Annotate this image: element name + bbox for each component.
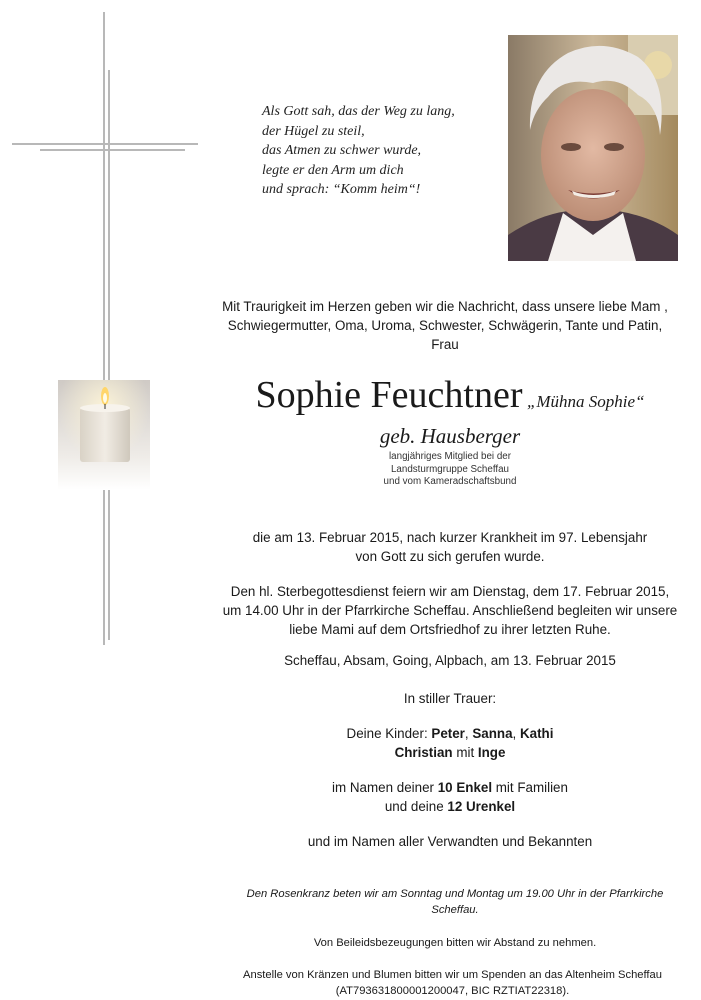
child-name: Sanna bbox=[472, 726, 513, 741]
intro-line: Schwiegermutter, Oma, Uroma, Schwester, Schwägerin, Tante und Patin, bbox=[227, 318, 663, 333]
funeral-line: liebe Mami auf dem Ortsfriedhof zu ihrer letzten Ruhe. bbox=[289, 622, 611, 637]
poem-line: der Hügel zu steil, bbox=[262, 123, 365, 139]
donation-line: Anstelle von Kränzen und Blumen bitten wir um Spenden an das Altenheim Scheffau bbox=[243, 969, 662, 981]
with-text: mit bbox=[452, 745, 478, 760]
separator: , bbox=[464, 726, 473, 741]
child-name: Christian bbox=[394, 745, 453, 760]
funeral-line: um 14.00 Uhr in der Pfarrkirche Scheffau. Anschließend begleiten wir unsere bbox=[222, 603, 678, 618]
place-date: Scheffau, Absam, Going, Alpbach, am 13. Februar 2015 bbox=[284, 653, 616, 668]
children-list bbox=[195, 724, 701, 762]
grandchildren-prefix: im Namen deiner bbox=[332, 780, 438, 795]
death-line: von Gott zu sich gerufen wurde. bbox=[355, 549, 545, 564]
poem bbox=[262, 102, 492, 200]
poem-line: legte er den Arm um dich bbox=[262, 162, 404, 178]
children-prefix: Deine Kinder: bbox=[346, 726, 432, 741]
grandchildren-suffix: mit Familien bbox=[492, 780, 568, 795]
membership-info bbox=[300, 451, 600, 489]
membership-line: langjähriges Mitglied bei der bbox=[389, 451, 511, 462]
funeral-info bbox=[190, 582, 701, 639]
intro-line: Mit Traurigkeit im Herzen geben wir die Nachricht, dass unsere liebe Mam , bbox=[222, 299, 668, 314]
deceased-name: Sophie Feuchtner bbox=[255, 374, 523, 416]
mourning-heading: In stiller Trauer: bbox=[403, 691, 497, 706]
rosary-line: Scheffau. bbox=[431, 904, 479, 916]
candle-image bbox=[58, 380, 150, 490]
deceased-nickname: „Mühna Sophie“ bbox=[526, 392, 645, 411]
condolences-note: Von Beileidsbezeugungen bitten wir Abstand zu nehmen. bbox=[313, 937, 597, 949]
poem-line: das Atmen zu schwer wurde, bbox=[262, 143, 422, 159]
announcement-intro bbox=[195, 297, 695, 354]
spouse-name: Inge bbox=[477, 745, 506, 760]
poem-line: Als Gott sah, das der Weg zu lang, bbox=[262, 104, 455, 119]
donation-request bbox=[195, 967, 701, 999]
great-grandchildren-count: 12 Urenkel bbox=[447, 799, 516, 814]
death-line: die am 13. Februar 2015, nach kurzer Krankheit im 97. Lebensjahr bbox=[252, 530, 648, 545]
deceased-name-row bbox=[200, 373, 700, 417]
membership-line: Landsturmgruppe Scheffau bbox=[390, 463, 509, 475]
portrait-photo bbox=[508, 35, 678, 261]
child-name: Kathi bbox=[519, 726, 554, 741]
death-notice bbox=[195, 528, 701, 566]
grandchildren-info bbox=[195, 778, 701, 816]
donation-line: (AT793631800001200047, BIC RZTIAT22318). bbox=[335, 985, 570, 997]
rosary-info bbox=[200, 886, 701, 918]
rosary-line: Den Rosenkranz beten wir am Sonntag und Montag um 19.00 Uhr in der Pfarrkirche bbox=[246, 888, 664, 900]
great-grandchildren-prefix: und deine bbox=[384, 799, 448, 814]
birth-name: geb. Hausberger bbox=[379, 424, 521, 448]
child-name: Peter bbox=[431, 726, 465, 741]
intro-line: Frau bbox=[431, 337, 459, 352]
relatives-line: und im Namen aller Verwandten und Bekannten bbox=[307, 834, 593, 849]
funeral-line: Den hl. Sterbegottesdienst feiern wir am Dienstag, dem 17. Februar 2015, bbox=[230, 584, 670, 599]
poem-line: und sprach: “Komm heim“! bbox=[262, 182, 421, 198]
membership-line: und vom Kameradschaftsbund bbox=[383, 476, 517, 487]
grandchildren-count: 10 Enkel bbox=[437, 780, 493, 795]
separator: , bbox=[512, 726, 520, 741]
